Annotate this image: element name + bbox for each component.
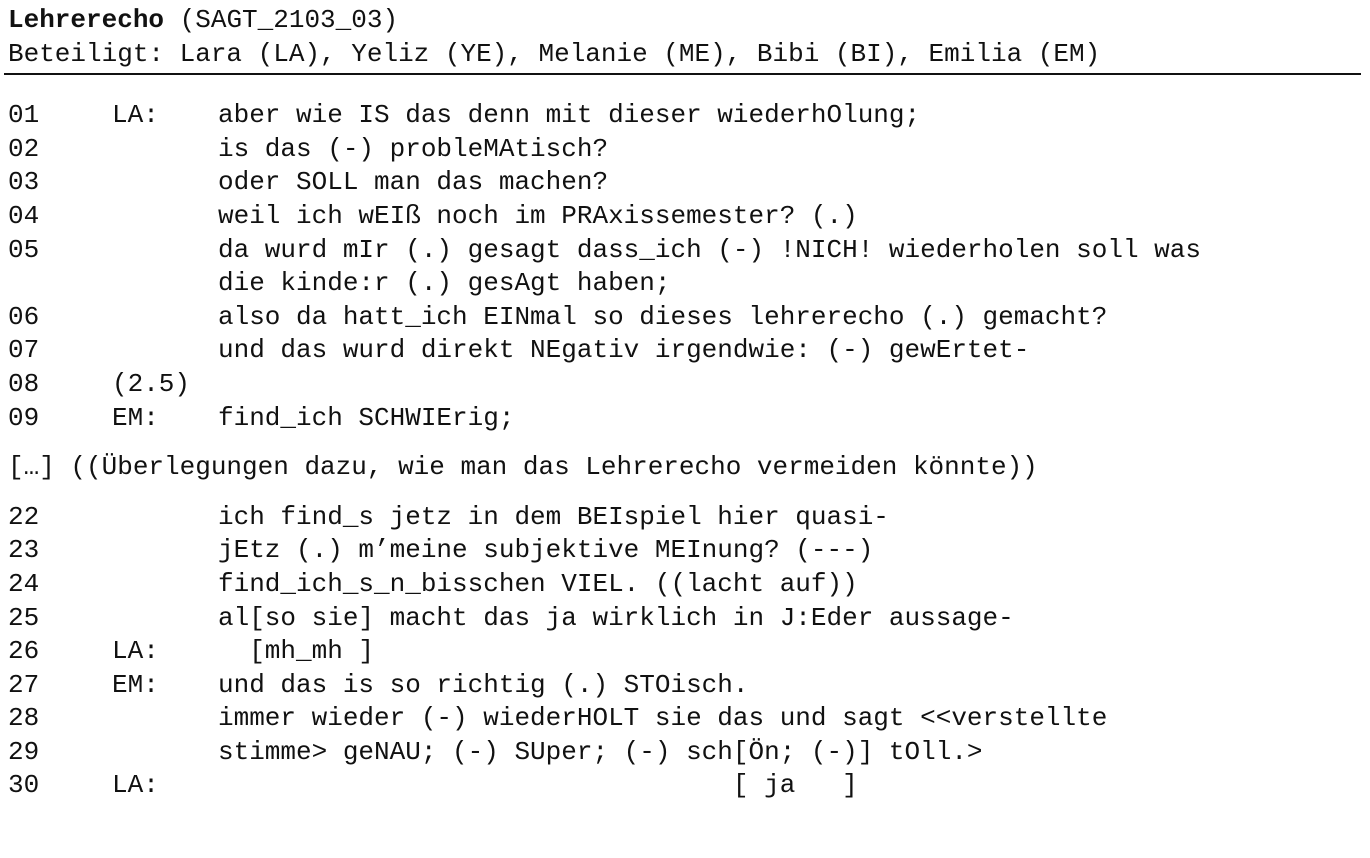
- transcript-line: [8, 635, 1360, 669]
- line-number: 23: [8, 535, 40, 566]
- line-number: 24: [8, 568, 40, 599]
- spacer: [8, 435, 1360, 451]
- transcript-line: [8, 501, 1360, 535]
- utterance-text: stimme> geNAU; (-) SUper; (-) sch[Ön; (-)] tOll.>: [218, 736, 983, 767]
- line-number: 29: [8, 736, 40, 767]
- utterance-text: is das (-) probleMAtisch?: [218, 133, 609, 164]
- transcript-line: [8, 702, 1360, 736]
- transcript-line: [8, 166, 1360, 200]
- line-number: 02: [8, 133, 40, 164]
- transcript-id: (SAGT_2103_03): [164, 5, 399, 35]
- line-number: 25: [8, 602, 40, 633]
- transcript-block-2: [8, 501, 1360, 803]
- utterance-text: find_ich SCHWIErig;: [218, 402, 515, 433]
- transcript-line: [8, 402, 1360, 436]
- speaker-label: LA:: [112, 770, 159, 801]
- transcript-line: [8, 602, 1360, 636]
- line-number: 27: [8, 669, 40, 700]
- transcript-line: [8, 534, 1360, 568]
- transcript-page: [8, 4, 1360, 803]
- spacer: [8, 485, 1360, 501]
- speaker-label: LA:: [112, 100, 159, 131]
- header-divider: [4, 73, 1361, 75]
- utterance-text: die kinde:r (.) gesAgt haben;: [218, 268, 671, 299]
- transcript-line: [8, 568, 1360, 602]
- line-number: 30: [8, 770, 40, 801]
- line-number: 22: [8, 501, 40, 532]
- speaker-label: EM:: [112, 402, 159, 433]
- utterance-text: find_ich_s_n_bisschen VIEL. ((lacht auf)): [218, 568, 858, 599]
- speaker-label: LA:: [112, 636, 159, 667]
- line-number: 08: [8, 368, 40, 399]
- line-number: 26: [8, 636, 40, 667]
- transcript-title-line: [8, 4, 1360, 38]
- transcript-line: [8, 736, 1360, 770]
- transcript-line: [8, 669, 1360, 703]
- line-number: 06: [8, 301, 40, 332]
- utterance-text: also da hatt_ich EINmal so dieses lehrerecho (.) gemacht?: [218, 301, 1108, 332]
- transcript-line: [8, 99, 1360, 133]
- utterance-text: da wurd mIr (.) gesagt dass_ich (-) !NICH! wiederholen soll was: [218, 234, 1201, 265]
- line-number: 09: [8, 402, 40, 433]
- participants-line: Beteiligt: Lara (LA), Yeliz (YE), Melanie (ME), Bibi (BI), Emilia (EM): [8, 38, 1101, 69]
- transcript-line: [8, 334, 1360, 368]
- speaker-label: EM:: [112, 669, 159, 700]
- utterance-text: weil ich wEIß noch im PRAxissemester? (.): [218, 200, 858, 231]
- line-number: 03: [8, 167, 40, 198]
- line-number: 04: [8, 200, 40, 231]
- omission-note: […] ((Überlegungen dazu, wie man das Lehrerecho vermeiden könnte)): [8, 452, 1038, 483]
- transcript-line: [8, 133, 1360, 167]
- utterance-text: und das is so richtig (.) STOisch.: [218, 669, 749, 700]
- transcript-title: Lehrerecho: [8, 5, 165, 35]
- utterance-text: und das wurd direkt NEgativ irgendwie: (-) gewErtet-: [218, 335, 1030, 366]
- utterance-text: jEtz (.) m’meine subjektive MEInung? (---): [218, 535, 874, 566]
- utterance-text: al[so sie] macht das ja wirklich in J:Eder aussage-: [218, 602, 1014, 633]
- transcript-line: [8, 368, 1360, 402]
- speaker-label: (2.5): [112, 368, 191, 399]
- transcript-line: [8, 200, 1360, 234]
- spacer: [8, 75, 1360, 99]
- utterance-text: ich find_s jetz in dem BEIspiel hier quasi-: [218, 501, 889, 532]
- line-number: 07: [8, 335, 40, 366]
- utterance-text: [ ja ]: [218, 770, 858, 801]
- utterance-text: [mh_mh ]: [218, 636, 375, 667]
- transcript-line: [8, 769, 1360, 803]
- transcript-line: [8, 234, 1360, 268]
- line-number: 28: [8, 703, 40, 734]
- line-number: 05: [8, 234, 40, 265]
- transcript-block-1: [8, 99, 1360, 435]
- utterance-text: aber wie IS das denn mit dieser wiederhOlung;: [218, 100, 921, 131]
- line-number: 01: [8, 100, 40, 131]
- utterance-text: immer wieder (-) wiederHOLT sie das und sagt <<verstellte: [218, 703, 1108, 734]
- utterance-text: oder SOLL man das machen?: [218, 167, 609, 198]
- transcript-line: [8, 267, 1360, 301]
- transcript-line: [8, 301, 1360, 335]
